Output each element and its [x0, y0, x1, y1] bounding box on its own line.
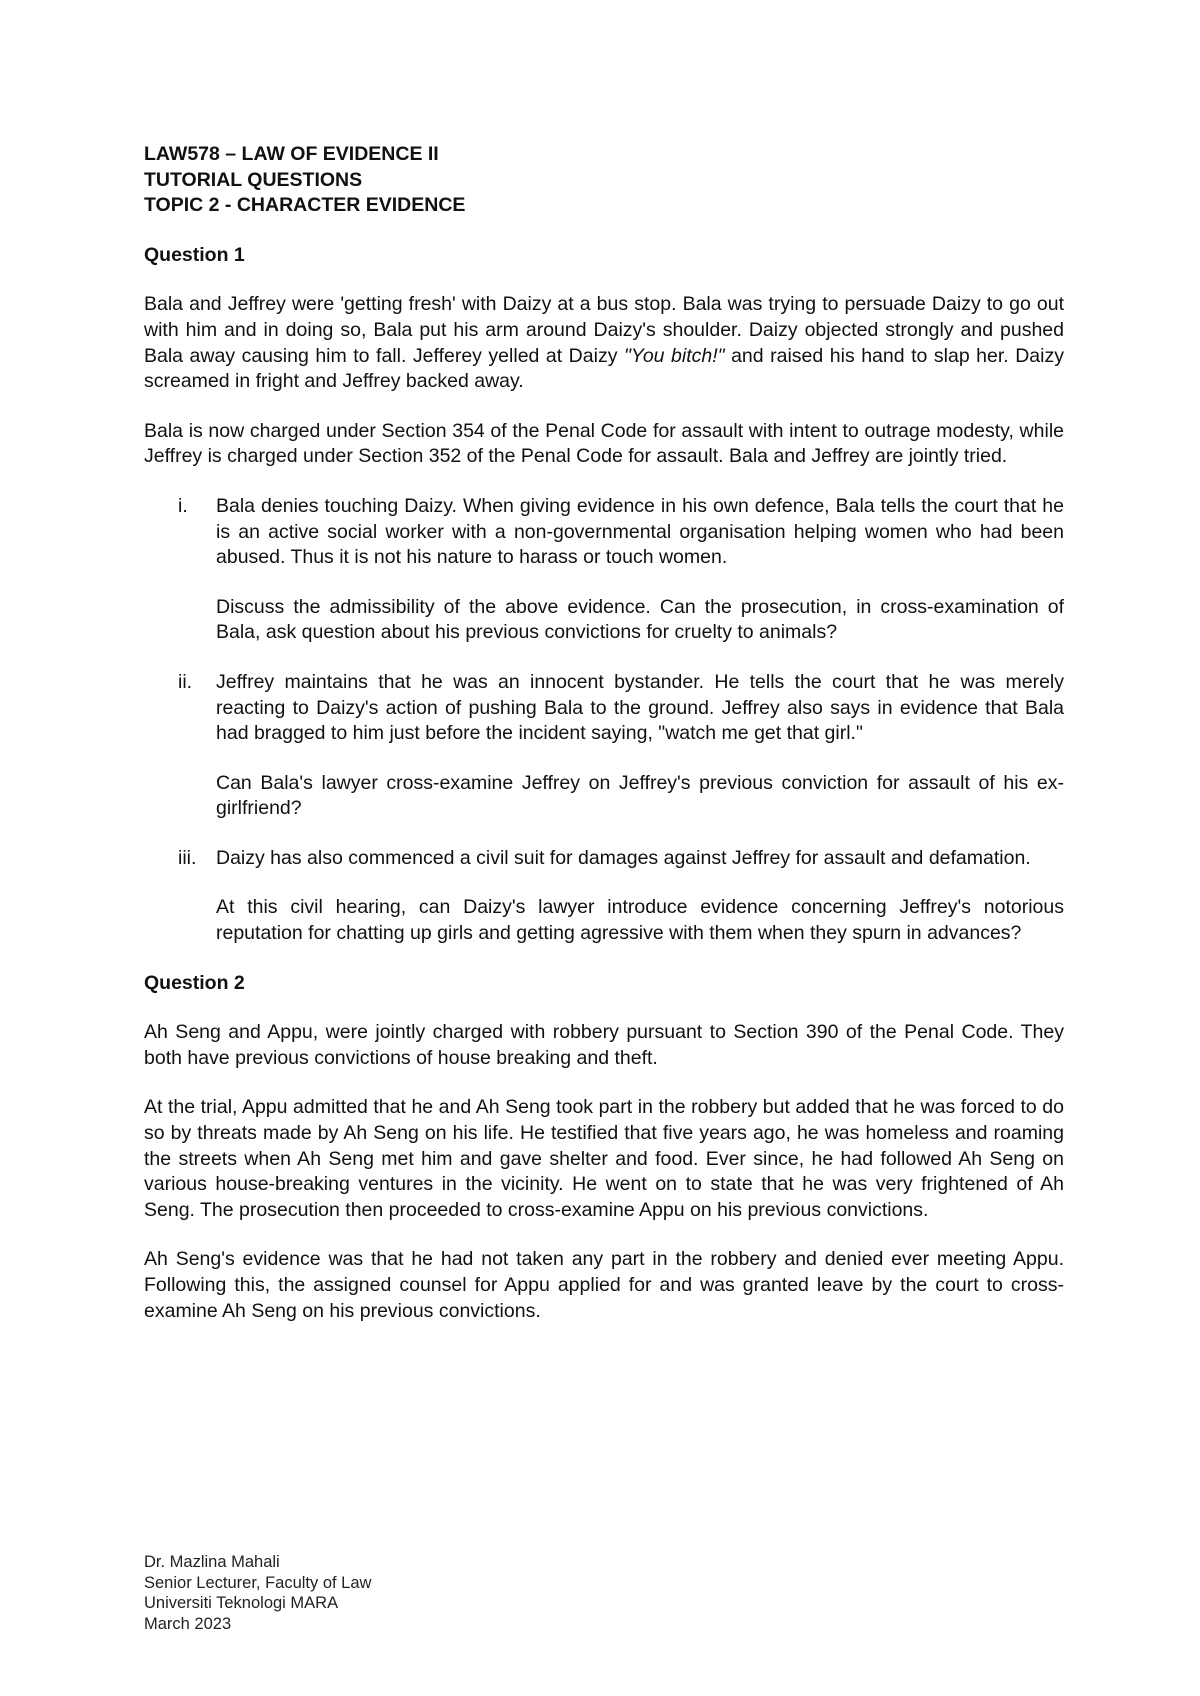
subquestion-facts: Bala denies touching Daizy. When giving evidence in his own defence, Bala tells the court that he is an active social worker with a non-governmental organisation helping women who had been abused. Thus it is not his nature to harass or touch women. [216, 494, 1064, 569]
question-1-paragraph-1-part-b: and raised his hand to slap her. Daizy screamed in fright and Jeffrey backed away. [144, 344, 1064, 393]
subquestion-number: ii. [178, 670, 193, 693]
document-page [144, 142, 1064, 1348]
author-position: Senior Lecturer, Faculty of Law [144, 1573, 372, 1592]
document-subtitle: TUTORIAL QUESTIONS [144, 168, 363, 191]
subquestion-facts: Jeffrey maintains that he was an innocent bystander. He tells the court that he was merely reacting to Daizy's action of pushing Bala to the ground. Jeffrey also says in evidence that Bala had bragged to him just before the incident saying, "watch me get that girl." [216, 670, 1064, 745]
question-1-section [144, 243, 1064, 947]
subquestion-i [144, 494, 1064, 646]
question-1-subquestions [144, 494, 1064, 947]
question-2-section [144, 971, 1064, 1325]
author-university: Universiti Teknologi MARA [144, 1594, 339, 1612]
subquestion-prompt: At this civil hearing, can Daizy's lawyer introduce evidence concerning Jeffrey's notorious reputation for chatting up girls and getting agressive with them when they spurn in advances? [216, 896, 1064, 945]
question-1-paragraph-2: Bala is now charged under Section 354 of the Penal Code for assault with intent to outrage modesty, while Jeffrey is charged under Section 352 of the Penal Code for assault. Bala and Jeffrey are jointly tried. [144, 419, 1064, 468]
question-2-paragraph-3: Ah Seng's evidence was that he had not taken any part in the robbery and denied ever meeting Appu. Following this, the assigned counsel for Appu applied for and was granted leave by the court to cross-examine Ah Seng on his previous convictions. [144, 1248, 1064, 1322]
subquestion-ii [144, 670, 1064, 822]
author-name: Dr. Mazlina Mahali [144, 1553, 280, 1571]
document-date: March 2023 [144, 1614, 232, 1633]
subquestion-number: iii. [178, 846, 197, 869]
question-2-title: Question 2 [144, 971, 245, 994]
question-1-title: Question 1 [144, 243, 245, 266]
question-1-paragraph-1-part-a: Bala and Jeffrey were 'getting fresh' with Daizy at a bus stop. Bala was trying to persuade Daizy to go out with him and in doing so, Bala put his arm around Daizy's shoulder. Daizy objected strongly and pushed Bala away causing him to fall. Jefferey yelled at Daizy [144, 293, 1064, 367]
subquestion-number: i. [178, 494, 188, 517]
subquestion-facts: Daizy has also commenced a civil suit for damages against Jeffrey for assault and defamation. [216, 846, 1031, 869]
page-footer [144, 1552, 744, 1634]
document-heading [144, 142, 1064, 219]
question-2-paragraph-1: Ah Seng and Appu, were jointly charged with robbery pursuant to Section 390 of the Penal Code. They both have previous convictions of house breaking and theft. [144, 1021, 1064, 1069]
topic-title: TOPIC 2 - CHARACTER EVIDENCE [144, 194, 466, 217]
subquestion-iii [144, 846, 1064, 947]
question-1-paragraph-1 [144, 292, 1064, 394]
subquestion-prompt: Discuss the admissibility of the above evidence. Can the prosecution, in cross-examination of Bala, ask question about his previous convictions for cruelty to animals? [216, 595, 1064, 644]
subquestion-prompt: Can Bala's lawyer cross-examine Jeffrey on Jeffrey's previous conviction for assault of his ex-girlfriend? [216, 771, 1064, 820]
question-2-paragraph-2: At the trial, Appu admitted that he and Ah Seng took part in the robbery but added that he was forced to do so by threats made by Ah Seng on his life. He testified that five years ago, he was homeless and roaming the streets when Ah Seng met him and gave shelter and food. Ever since, he had followed Ah Seng on various house-breaking ventures in the vicinity. He went on to state that he was very frightened of Ah Seng. The prosecution then proceeded to cross-examine Appu on his previous convictions. [144, 1096, 1064, 1221]
question-1-quote: "You bitch!" [623, 344, 725, 367]
course-title: LAW578 – LAW OF EVIDENCE II [144, 143, 439, 165]
